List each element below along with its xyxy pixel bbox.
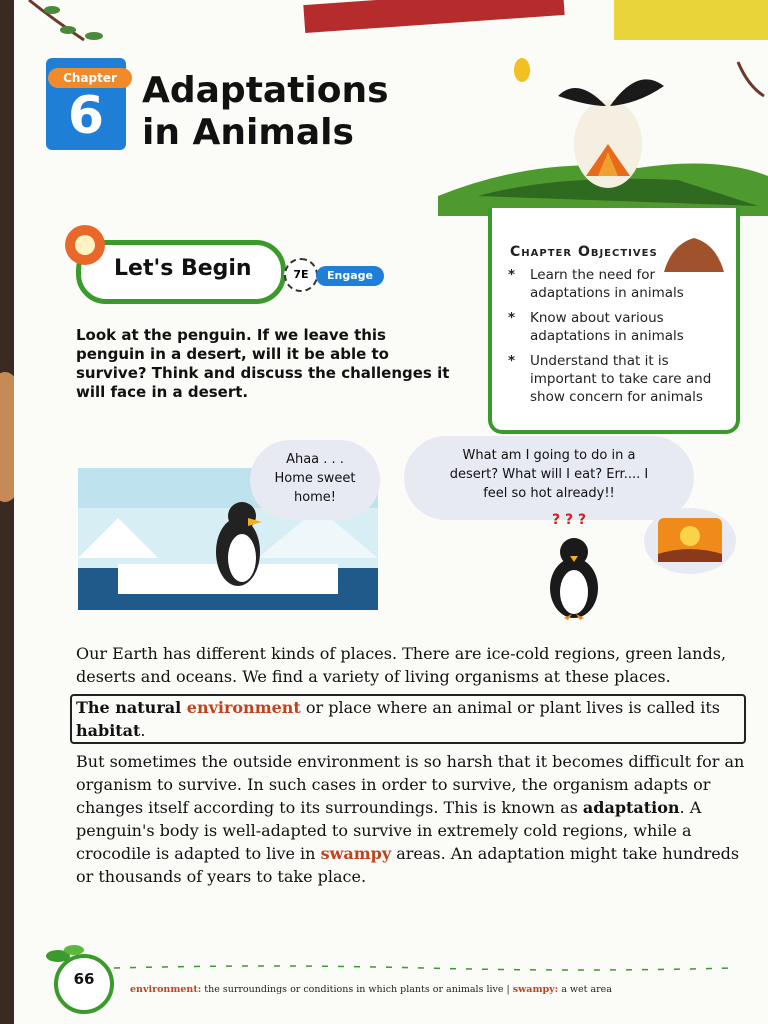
bubble-line: Home sweet xyxy=(274,471,356,486)
chapter-body-text xyxy=(76,642,746,894)
chapter-title-line2: in Animals xyxy=(142,112,354,153)
chapter-number: 6 xyxy=(67,86,105,146)
text-span: But sometimes the outside environment is so harsh that it becomes difficult for an organism to survive. In such cases in order to survive, the organism adapts or changes itself according to its surroundings. This is known as xyxy=(76,752,745,817)
chapter-objectives-box xyxy=(488,208,740,434)
term-environment: environment xyxy=(186,698,301,717)
chapter-title-line1: Adaptations xyxy=(142,70,389,111)
desert-sunset-icon xyxy=(642,506,738,576)
vine-divider xyxy=(114,964,734,972)
bubble-line: feel so hot already!! xyxy=(483,486,615,501)
glossary-footer xyxy=(130,984,750,995)
glossary-term: swampy: xyxy=(512,984,559,995)
objective-item: * Learn the need for adaptations in animals xyxy=(508,266,726,302)
decorative-band xyxy=(303,0,564,33)
decorative-corner xyxy=(614,0,768,40)
bubble-line: home! xyxy=(293,490,337,505)
text-span: The natural xyxy=(76,698,187,717)
term-swampy: swampy xyxy=(320,844,392,863)
page-number: 66 xyxy=(73,970,95,988)
paragraph-3 xyxy=(76,750,746,888)
penguin-icon xyxy=(544,534,604,620)
habitat-definition xyxy=(70,694,746,744)
flower-icon xyxy=(60,220,110,270)
objectives-list xyxy=(508,266,726,413)
term-adaptation: adaptation xyxy=(582,798,680,817)
chapter-title xyxy=(142,70,389,154)
leaf-icon xyxy=(44,936,84,966)
lets-begin-label: Let's Begin xyxy=(114,256,252,281)
bubble-line: desert? What will I eat? Err.... I xyxy=(449,467,649,482)
bubble-line: Ahaa . . . xyxy=(286,452,344,467)
textbook-page xyxy=(14,0,768,1024)
branch-icon xyxy=(24,0,114,60)
bubble-line: What am I going to do in a xyxy=(462,448,636,463)
question-marks: ? ? ? xyxy=(552,512,587,528)
text-span: areas. An adaptation might take hundreds or thousands of years to take place. xyxy=(76,844,740,886)
engage-pill: Engage xyxy=(316,266,384,286)
glossary-definition: a wet area xyxy=(558,984,612,995)
term-habitat: habitat xyxy=(76,721,141,740)
text-span: . A penguin's body is well-adapted to survive in extremely cold regions, while a crocodile is adapted to live in xyxy=(76,798,702,863)
text-span: or place where an animal or plant lives is called its xyxy=(300,698,720,717)
paragraph-1: Our Earth has different kinds of places. There are ice-cold regions, green lands, deserts and oceans. We find a variety of living organisms at these places. xyxy=(76,644,727,686)
objective-item: * Understand that it is important to take care and show concern for animals xyxy=(508,352,726,406)
sprout-egg-illustration xyxy=(438,56,768,216)
glossary-term: environment: xyxy=(130,984,202,995)
objective-item: * Know about various adaptations in animals xyxy=(508,309,726,345)
discussion-question: Look at the penguin. If we leave this penguin in a desert, will it be able to survive? Think and discuss the challenges it will face in a desert. xyxy=(76,326,450,401)
speech-bubble-left-text xyxy=(250,450,380,507)
speech-bubble-right-text xyxy=(424,446,674,503)
paragraph-2 xyxy=(76,694,746,744)
text-span: . xyxy=(140,721,146,740)
engage-badge: 7E xyxy=(284,258,318,292)
glossary-definition: the surroundings or conditions in which plants or animals live | xyxy=(201,984,513,995)
objectives-title: Chapter Objectives xyxy=(510,244,658,260)
chapter-tab-label: Chapter xyxy=(48,68,132,88)
